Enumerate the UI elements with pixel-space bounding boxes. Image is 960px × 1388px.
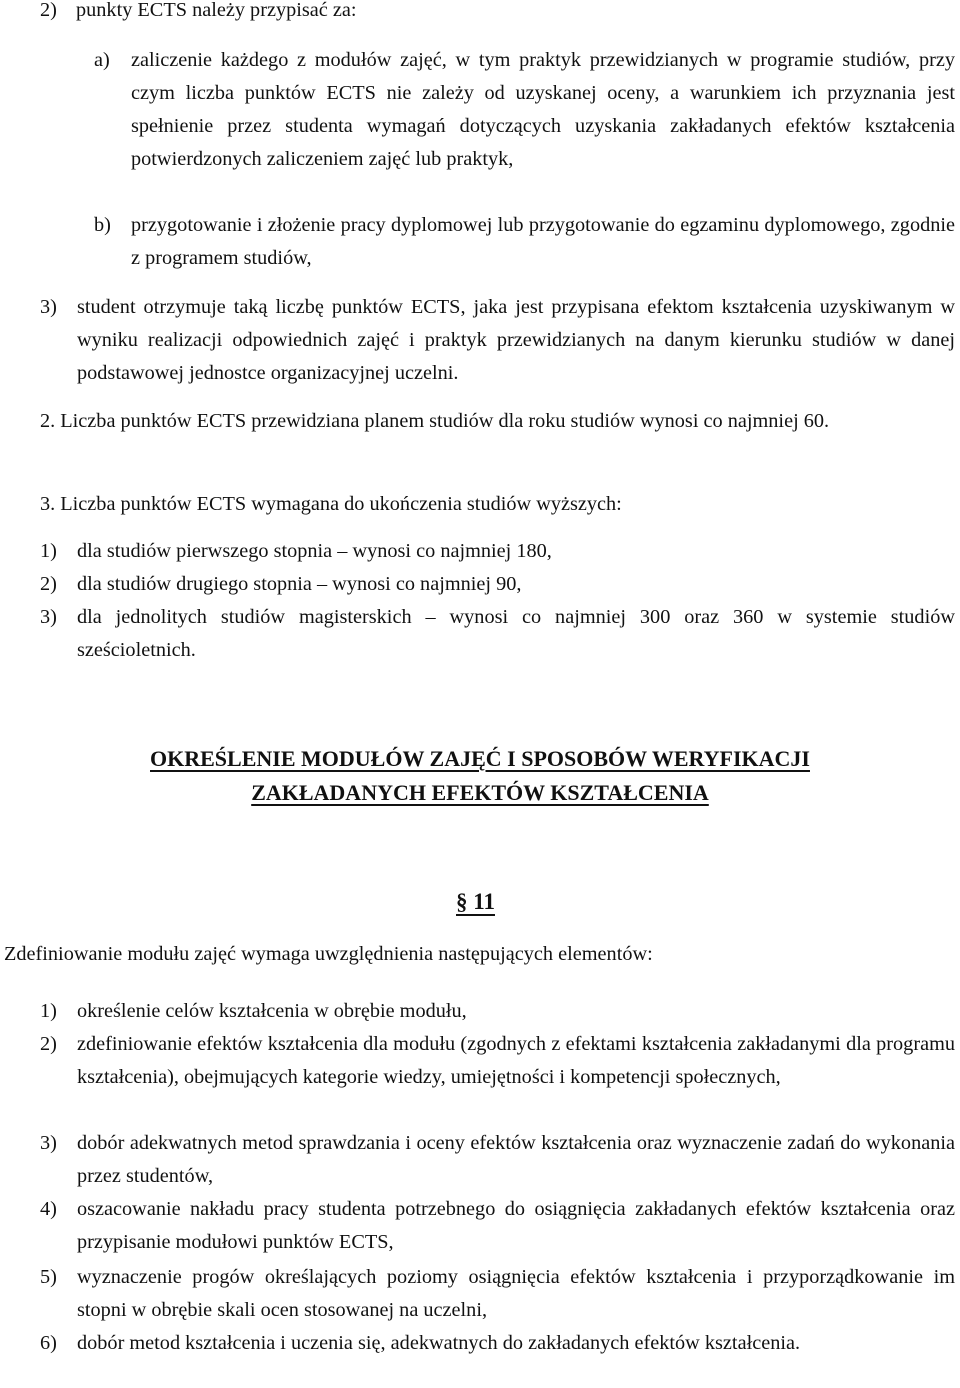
list-item xyxy=(40,1261,955,1327)
list-item-number: 2) xyxy=(40,573,57,595)
list-item-text: punkty ECTS należy przypisać za: xyxy=(76,0,357,21)
list-item xyxy=(40,291,955,390)
list-item-number: 5) xyxy=(40,1266,57,1288)
list-item-text: student otrzymuje taką liczbę punktów ECTS, jaka jest przypisana efektom kształcenia uzyskiwanym w wyniku realizacji odpowiednich zajęć i praktyk przewidzianych na danym kierunku studiów w danej podstawowej jednostce organizacyjnej uczelni. xyxy=(77,296,955,384)
list-item-text: dla studiów pierwszego stopnia – wynosi co najmniej 180, xyxy=(77,540,552,562)
list-item-text: oszacowanie nakładu pracy studenta potrzebnego do osiągnięcia zakładanych efektów kształcenia oraz przypisanie modułowi punktów ECTS, xyxy=(77,1198,955,1253)
list-item-text: określenie celów kształcenia w obrębie modułu, xyxy=(77,1000,467,1022)
list-item-text: przygotowanie i złożenie pracy dyplomowej lub przygotowanie do egzaminu dyplomowego, zgodnie z programem studiów, xyxy=(131,214,955,269)
list-item-text: zdefiniowanie efektów kształcenia dla modułu (zgodnych z efektami kształcenia zakładanymi dla programu kształcenia), obejmujących kategorie wiedzy, umiejętności i kompetencji społecznych, xyxy=(77,1033,955,1088)
section-3-intro: 3. Liczba punktów ECTS wymagana do ukończenia studiów wyższych: xyxy=(40,493,622,515)
definition-intro: Zdefiniowanie modułu zajęć wymaga uwzględnienia następujących elementów: xyxy=(4,943,653,965)
section-2-paragraph: 2. Liczba punktów ECTS przewidziana planem studiów dla roku studiów wynosi co najmniej 60. xyxy=(40,410,830,432)
list-item xyxy=(40,1193,955,1259)
list-item-text: dobór metod kształcenia i uczenia się, adekwatnych do zakładanych efektów kształcenia. xyxy=(77,1332,801,1354)
list-item-number: 4) xyxy=(40,1198,57,1220)
section-heading-line-1: OKREŚLENIE MODUŁÓW ZAJĘĆ I SPOSOBÓW WERYFIKACJI xyxy=(150,746,810,771)
list-item-number: 3) xyxy=(40,296,57,318)
list-item xyxy=(94,209,955,275)
list-item xyxy=(40,1327,955,1360)
list-item xyxy=(40,0,940,27)
list-item xyxy=(40,1127,955,1193)
list-item-text: dla jednolitych studiów magisterskich – wynosi co najmniej 300 oraz 360 w systemie studiów sześcioletnich. xyxy=(77,606,955,661)
list-item xyxy=(40,1028,955,1094)
list-item-text: wyznaczenie progów określających poziomy osiągnięcia efektów kształcenia i przyporządkowanie im stopni w obrębie skali ocen stosowanej na uczelni, xyxy=(77,1266,955,1321)
list-item xyxy=(40,995,955,1028)
list-item-text: dla studiów drugiego stopnia – wynosi co najmniej 90, xyxy=(77,573,522,595)
list-item-number: 2) xyxy=(40,0,57,21)
list-item xyxy=(40,568,955,601)
section-heading-line-2: ZAKŁADANYCH EFEKTÓW KSZTAŁCENIA xyxy=(251,780,709,805)
list-item-number: 3) xyxy=(40,1132,57,1154)
list-item-text: dobór adekwatnych metod sprawdzania i oceny efektów kształcenia oraz wyznaczenie zadań do wykonania przez studentów, xyxy=(77,1132,955,1187)
list-item-number: 1) xyxy=(40,540,57,562)
list-item-number: a) xyxy=(94,49,110,71)
list-item-number: 1) xyxy=(40,1000,57,1022)
list-item-number: 6) xyxy=(40,1332,57,1354)
list-item-number: 3) xyxy=(40,606,57,628)
list-item xyxy=(40,535,955,568)
list-item xyxy=(40,601,955,667)
list-item-number: 2) xyxy=(40,1033,57,1055)
list-item-text: zaliczenie każdego z modułów zajęć, w tym praktyk przewidzianych w programie studiów, przy czym liczba punktów ECTS nie zależy od uzyskanej oceny, a warunkiem ich przyznania jest spełnienie przez studenta wymagań dotyczących uzyskania zakładanych efektów kształcenia potwierdzonych zaliczeniem zajęć lub praktyk, xyxy=(131,49,955,170)
list-item xyxy=(94,44,955,176)
paragraph-mark: § 11 xyxy=(456,889,495,914)
list-item-number: b) xyxy=(94,214,111,236)
